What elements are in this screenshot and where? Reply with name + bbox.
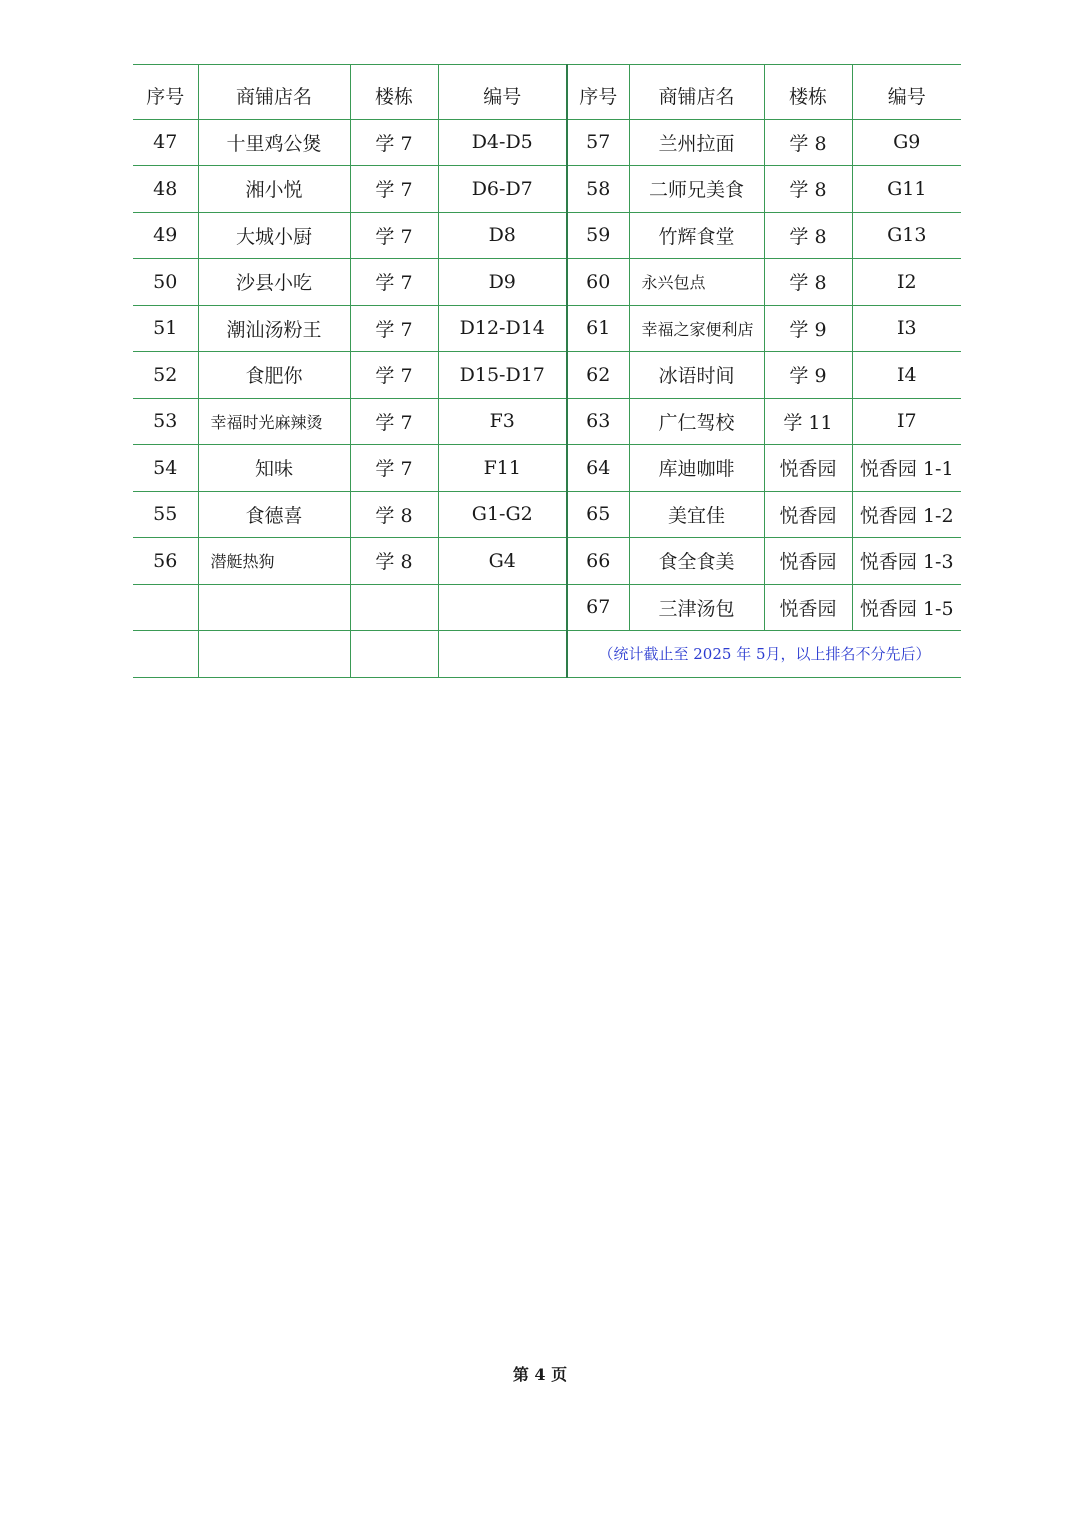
table-cell: 47 bbox=[133, 119, 198, 166]
table-cell: 食肥你 bbox=[198, 352, 350, 399]
table-cell: 悦香园 bbox=[764, 584, 852, 631]
table-cell: D12-D14 bbox=[438, 305, 567, 352]
table-cell: 二师兄美食 bbox=[629, 166, 764, 213]
header-cell: 序号 bbox=[567, 65, 629, 120]
table-row bbox=[133, 398, 961, 445]
table-cell: 50 bbox=[133, 259, 198, 306]
table-cell: G13 bbox=[852, 212, 961, 259]
table-row bbox=[133, 445, 961, 492]
page-number: 第 4 页 bbox=[512, 1365, 568, 1384]
table-cell: I2 bbox=[852, 259, 961, 306]
table-cell: 悦香园 1-2 bbox=[852, 491, 961, 538]
table-cell: 66 bbox=[567, 538, 629, 585]
table-cell bbox=[438, 584, 567, 631]
table-row bbox=[133, 166, 961, 213]
table-cell: 广仁驾校 bbox=[629, 398, 764, 445]
table-cell: 食全食美 bbox=[629, 538, 764, 585]
table-cell: 学 8 bbox=[350, 538, 438, 585]
table-cell: G11 bbox=[852, 166, 961, 213]
table-cell: 美宜佳 bbox=[629, 491, 764, 538]
table-row bbox=[133, 491, 961, 538]
table-cell: 悦香园 bbox=[764, 491, 852, 538]
table-row bbox=[133, 352, 961, 399]
table-cell: 学 7 bbox=[350, 305, 438, 352]
table-cell: 59 bbox=[567, 212, 629, 259]
header-cell: 楼栋 bbox=[350, 65, 438, 120]
table-cell: 学 8 bbox=[764, 119, 852, 166]
table-cell: 67 bbox=[567, 584, 629, 631]
table-row bbox=[133, 538, 961, 585]
table-cell: 潮汕汤粉王 bbox=[198, 305, 350, 352]
empty-cell bbox=[438, 631, 567, 678]
table-cell: 学 9 bbox=[764, 352, 852, 399]
table-cell: D9 bbox=[438, 259, 567, 306]
table-cell: 65 bbox=[567, 491, 629, 538]
shop-table bbox=[133, 64, 961, 678]
table-row bbox=[133, 584, 961, 631]
table-cell: I3 bbox=[852, 305, 961, 352]
table-cell bbox=[198, 584, 350, 631]
table-row bbox=[133, 212, 961, 259]
table-note-row bbox=[133, 631, 961, 678]
table-cell: 永兴包点 bbox=[629, 259, 764, 306]
table-cell: G1-G2 bbox=[438, 491, 567, 538]
table-cell: 三津汤包 bbox=[629, 584, 764, 631]
table-cell: 53 bbox=[133, 398, 198, 445]
table-cell: 湘小悦 bbox=[198, 166, 350, 213]
table-cell: 60 bbox=[567, 259, 629, 306]
empty-cell bbox=[133, 631, 198, 678]
header-cell: 编号 bbox=[438, 65, 567, 120]
table-cell: 57 bbox=[567, 119, 629, 166]
table-cell: 学 7 bbox=[350, 445, 438, 492]
statistics-note: （统计截止至 2025 年 5月，以上排名不分先后） bbox=[567, 631, 961, 678]
table-cell: 学 7 bbox=[350, 398, 438, 445]
header-cell: 楼栋 bbox=[764, 65, 852, 120]
table-cell: 悦香园 bbox=[764, 445, 852, 492]
table-cell: D15-D17 bbox=[438, 352, 567, 399]
table-cell: 知味 bbox=[198, 445, 350, 492]
table-cell: 61 bbox=[567, 305, 629, 352]
table-row bbox=[133, 259, 961, 306]
table-cell: 63 bbox=[567, 398, 629, 445]
table-cell: 冰语时间 bbox=[629, 352, 764, 399]
table-cell: 62 bbox=[567, 352, 629, 399]
table-cell: I4 bbox=[852, 352, 961, 399]
header-cell: 商铺店名 bbox=[629, 65, 764, 120]
table-cell: 55 bbox=[133, 491, 198, 538]
table-cell: 学 7 bbox=[350, 166, 438, 213]
table-cell: 悦香园 1-5 bbox=[852, 584, 961, 631]
table-cell: 悦香园 bbox=[764, 538, 852, 585]
header-cell: 商铺店名 bbox=[198, 65, 350, 120]
table-cell: 大城小厨 bbox=[198, 212, 350, 259]
header-cell: 序号 bbox=[133, 65, 198, 120]
table-cell: 十里鸡公煲 bbox=[198, 119, 350, 166]
table-cell: 49 bbox=[133, 212, 198, 259]
table-cell: 64 bbox=[567, 445, 629, 492]
table-cell bbox=[133, 584, 198, 631]
table-cell bbox=[350, 584, 438, 631]
table-cell: 54 bbox=[133, 445, 198, 492]
table-cell: 学 7 bbox=[350, 352, 438, 399]
table-cell: D6-D7 bbox=[438, 166, 567, 213]
shop-table-container bbox=[133, 64, 961, 670]
table-cell: 沙县小吃 bbox=[198, 259, 350, 306]
table-cell: 学 8 bbox=[764, 212, 852, 259]
table-cell: 兰州拉面 bbox=[629, 119, 764, 166]
table-cell: F3 bbox=[438, 398, 567, 445]
table-cell: 58 bbox=[567, 166, 629, 213]
table-cell: F11 bbox=[438, 445, 567, 492]
empty-cell bbox=[198, 631, 350, 678]
header-cell: 编号 bbox=[852, 65, 961, 120]
table-cell: 学 7 bbox=[350, 119, 438, 166]
table-cell: 48 bbox=[133, 166, 198, 213]
table-cell: 幸福之家便利店 bbox=[629, 305, 764, 352]
table-cell: 51 bbox=[133, 305, 198, 352]
table-cell: 竹辉食堂 bbox=[629, 212, 764, 259]
table-cell: 学 8 bbox=[350, 491, 438, 538]
table-header-row bbox=[133, 65, 961, 120]
table-cell: 潜艇热狗 bbox=[198, 538, 350, 585]
table-cell: 学 7 bbox=[350, 212, 438, 259]
table-cell: 悦香园 1-3 bbox=[852, 538, 961, 585]
table-row bbox=[133, 119, 961, 166]
table-cell: 库迪咖啡 bbox=[629, 445, 764, 492]
table-cell: G4 bbox=[438, 538, 567, 585]
table-cell: 学 8 bbox=[764, 259, 852, 306]
table-cell: D4-D5 bbox=[438, 119, 567, 166]
empty-cell bbox=[350, 631, 438, 678]
table-row bbox=[133, 305, 961, 352]
table-cell: 学 11 bbox=[764, 398, 852, 445]
table-cell: 幸福时光麻辣烫 bbox=[198, 398, 350, 445]
table-cell: 学 7 bbox=[350, 259, 438, 306]
table-cell: I7 bbox=[852, 398, 961, 445]
table-cell: 56 bbox=[133, 538, 198, 585]
table-cell: 学 8 bbox=[764, 166, 852, 213]
table-cell: G9 bbox=[852, 119, 961, 166]
table-cell: D8 bbox=[438, 212, 567, 259]
table-cell: 悦香园 1-1 bbox=[852, 445, 961, 492]
table-cell: 食德喜 bbox=[198, 491, 350, 538]
table-cell: 52 bbox=[133, 352, 198, 399]
table-cell: 学 9 bbox=[764, 305, 852, 352]
